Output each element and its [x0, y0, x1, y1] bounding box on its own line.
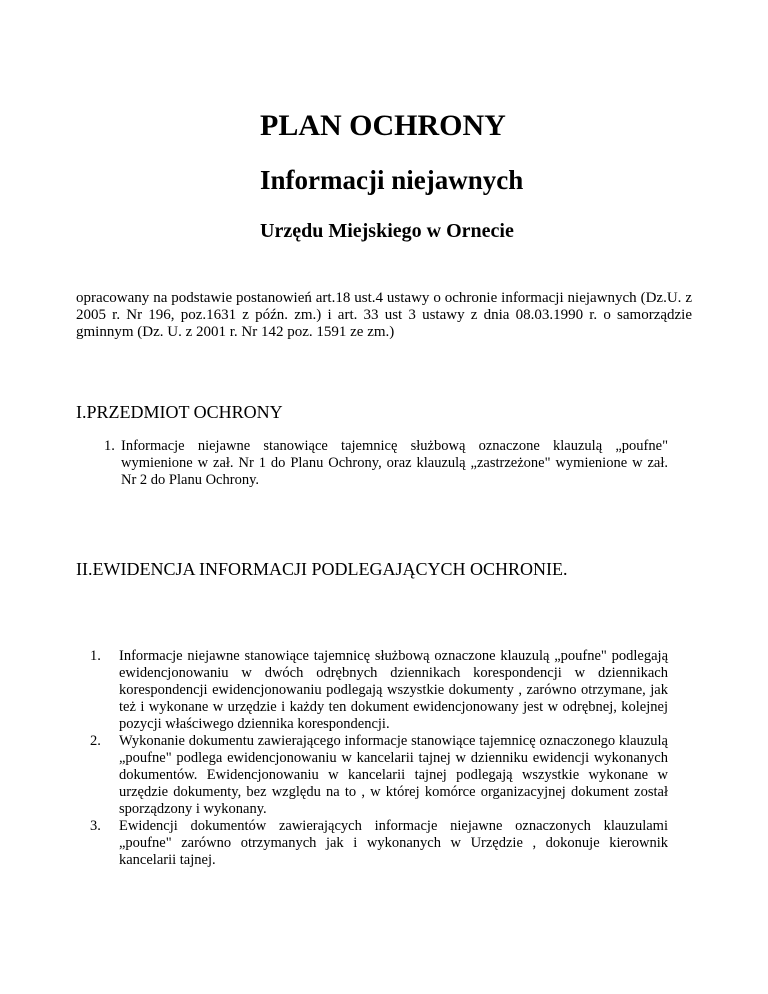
document-title: PLAN OCHRONY [260, 109, 506, 142]
section-2-heading: II.EWIDENCJA INFORMACJI PODLEGAJĄCYCH OCHRONIE. [76, 559, 568, 579]
section-1-heading: I.PRZEDMIOT OCHRONY [76, 402, 283, 422]
document-subtitle: Informacji niejawnych [260, 165, 524, 195]
title-block [260, 108, 523, 244]
list-item [90, 733, 668, 818]
list-item-text: Ewidencji dokumentów zawierających informacje niejawne oznaczonych klauzulami „poufne" zarówno otrzymanych jak i wykonanych w Urzędzie , dokonuje kierownik kancelarii tajnej. [119, 818, 668, 868]
list-item [90, 818, 668, 869]
list-item-number: 1. [90, 648, 101, 664]
organization-name: Urzędu Miejskiego w Ornecie [260, 220, 514, 242]
intro-paragraph: opracowany na podstawie postanowień art.18 ust.4 ustawy o ochronie informacji niejawnych (Dz.U. z 2005 r. Nr 196, poz.1631 z późn. zm.) i art. 33 ust 3 ustawy z dnia 08.03.1990 r. o samorządzie gminnym (Dz. U. z 2001 r. Nr 142 poz. 1591 ze zm.) [76, 290, 692, 340]
list-item-number: 1. [104, 438, 115, 454]
list-item-text: Informacje niejawne stanowiące tajemnicę służbową oznaczone klauzulą „poufne" podlegają ewidencjonowaniu w dwóch odrębnych dziennikach korespondencji w dziennikach korespondencji ewidencjonowaniu podlegają wszystkie dokumenty , zarówno otrzymane, jak też i wykonane w urzędzie i każdy ten dokument ewidencjonowany jest w odrębnej, kolejnej pozycji właściwego dziennika korespondencji. [119, 648, 668, 732]
list-item-text: Informacje niejawne stanowiące tajemnicę służbową oznaczone klauzulą „poufne" wymienione w zał. Nr 1 do Planu Ochrony, oraz klauzulą „zastrzeżone" wymienione w zał. Nr 2 do Planu Ochrony. [121, 438, 668, 488]
list-item-number: 3. [90, 818, 101, 834]
list-item-text: Wykonanie dokumentu zawierającego informacje stanowiące tajemnicę oznaczonego klauzulą „poufne" podlega ewidencjonowaniu w kancelarii tajnej w dzienniku ewidencji wykonanych dokumentów. Ewidencjonowaniu w kancelarii tajnej podlegają wszystkie wykonane w urzędzie dokumenty, bez względu na to , w której komórce organizacyjnej dokument został sporządzony i wykonany. [119, 733, 668, 817]
list-item [104, 438, 668, 489]
list-item [90, 648, 668, 733]
list-item-number: 2. [90, 733, 101, 749]
section-1-list [104, 438, 668, 489]
section-2-list [90, 648, 668, 869]
